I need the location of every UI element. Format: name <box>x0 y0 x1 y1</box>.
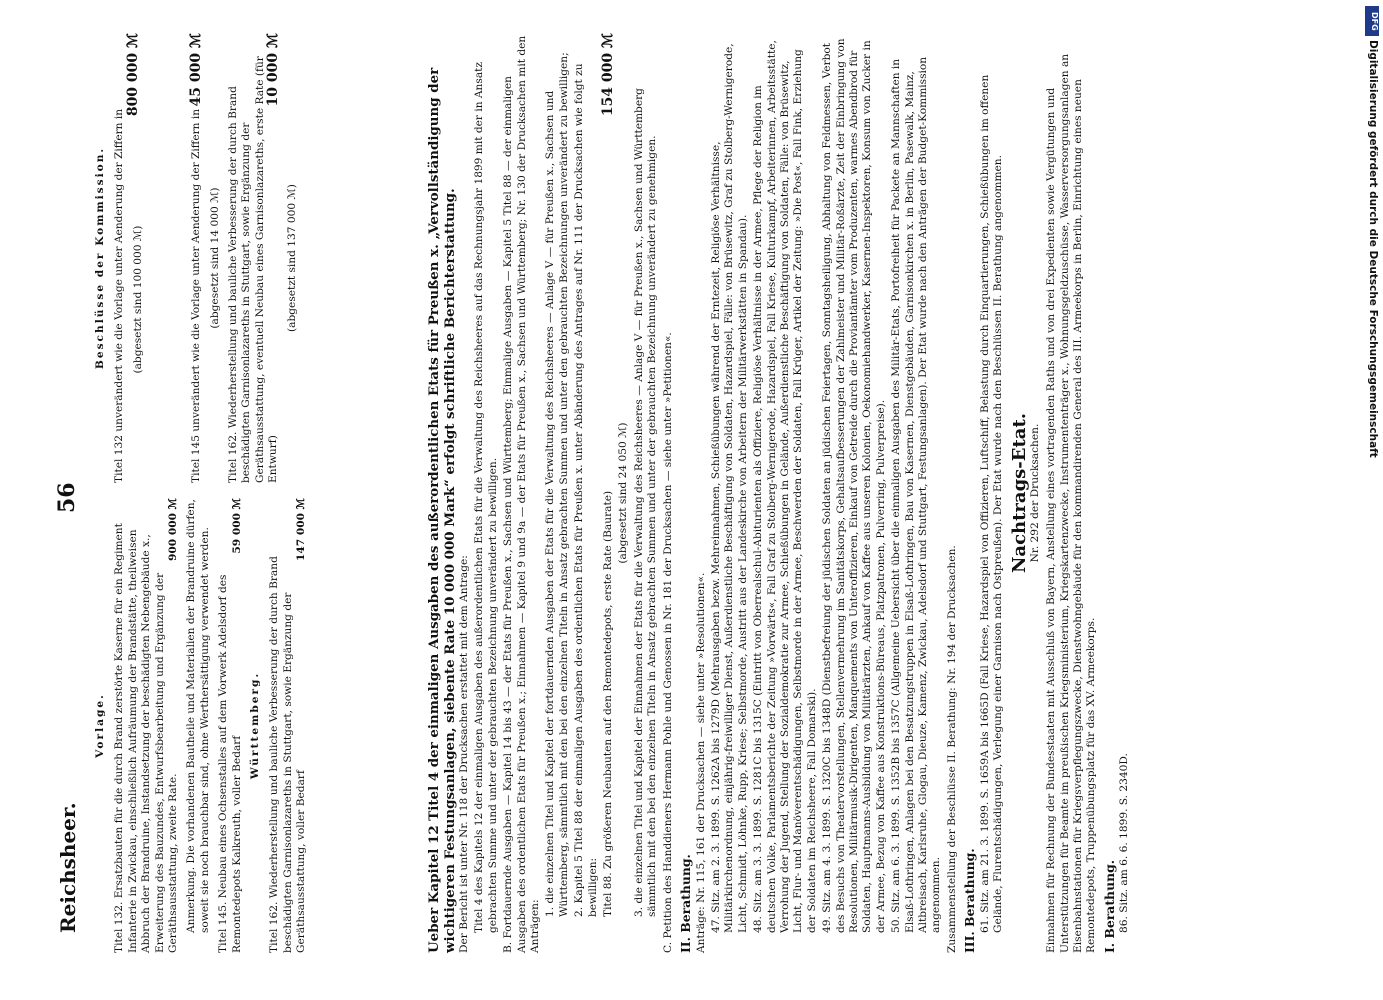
beratung-ii-sitzung-47: 47. Sitz. am 2. 3. 1899. S. 1262A bis 1279D (Mehrausgaben bezw. Mehreinnahmen, Schießübungen während der Erntezeit, Religiöse Verhältnisse, Militärkirchenordnung, einjährig-freiwilliger Dienst, Außerdienstliche Beschäftigung von Soldaten, Hazardspiel, Fälle: von Brüsewitz, Graf zu Stolberg-Wernigerode, Licht, Schmidt, Löhnke, Rupp, Kriese; Selbstmorde, Austritt aus der Landeskirche von Arbeitern der Militärwerkstätten in Spandau). <box>709 43 749 933</box>
kapitel-antrag-b2-amount: 154 000 ℳ <box>600 33 617 117</box>
kommission-titel-132-abgesetzt: (abgesetzt sind 100 000 ℳ) <box>131 225 144 374</box>
kapitel-antrag-b2-titel-text: Titel 88. Zu größeren Neubauten auf den Remontedepots, erste Rate (Baurate) <box>602 490 615 917</box>
nachtrags-etat-text: Einnahmen für Rechnung der Bundesstaaten mit Ausschluß von Bayern, Anstellung eines vortragenden Raths und von drei Expedienten sowie Vergütungen und Unterstützungen für Beamte im preußischen Kriegsministerium, Kriegskartenzwecke, Instrumententräger x., Wohnungsgeldzuschüsse, Wasserversorgungsanlagen an Eisenbahnstationen für Kriegsverpflegungszwecke, Dienstwohngebäude für den kommandirenden General des III. Armeekorps in Berlin, Einrichtung eines neuen Remontedepots, Truppenübungsplatz für das XV. Armeekorps. <box>1045 53 1098 953</box>
vorlage-titel-162-amount: 147 000 ℳ <box>295 498 308 561</box>
vorlage-titel-145-amount: 59 000 ℳ <box>230 498 243 554</box>
beratung-ii-heading: II. Berathung. <box>678 854 694 953</box>
vorlage-titel-145 <box>217 498 244 953</box>
running-header <box>50 33 84 953</box>
beratung-ii-sitzung-50: 50. Sitz. am 6. 3. 1899. S. 1352B bis 1357C (Allgemeine Uebersicht über die einmaligen Ausgaben des Militär-Etats, Portofreiheit für Packete an Mannschaften in Elsaß-Lothringen, Anlagen bei den Besatzungstruppen in Elsaß-Lothringen, Bau von Kasernen, Dienstgebäuden, Garnisonkirchen x. in Berlin, Pasewalk, Mainz, Altbreisach, Karlsruhe, Glogau, Dieuze, Kamenz, Zwickau, Adelsdorf und Stuttgart, Festungsanlagen). Der Etat wurde nach den Anträgen der Budget-Kommission angenommen. <box>890 56 943 933</box>
kommission-heading: Beschlüsse der Kommission. <box>94 146 106 370</box>
vorlage-heading: Vorlage. <box>94 693 106 758</box>
kapitel-antrag-a: Titel 4 des Kapitels 12 der einmaligen Ausgaben des außerordentlichen Etats für die Verwaltung des Reichsheeres auf das Rechnungsjahr 1899 mit der in Ansatz gebrachten Summe und unter der gebrauchten Bezeichnung unverändert zu bewilligen. <box>473 62 499 933</box>
nachtrags-etat-title: Nachtrags-Etat. <box>1009 412 1031 574</box>
beratung-ii-sitzung-49: 49. Sitz. am 4. 3. 1899. S. 1320C bis 1348D (Dienstbefreiung der jüdischen Soldaten an jüdischen Feiertagen, Sonntagsheiligung, Abhaltung von Feldmessen, Verbot des Besuchs von Theatervorstellungen, Stellenvermehrung im Sanitätskorps, Gehaltsaufbesserungen der Zahlmeister und Militär-Roßärzte, Zeit der Einbringung von Resolutionen, Militärmusik-Dirigenten, Manquements von Unteroffizieren, Einkauf von Getreide durch die Proviantämter vom Produzenten, warmes Abendbrod für Soldaten, Hauptmanns-Ausbildung von Militärärzten, Ankauf von Kaffee aus unseren Kolonien, Oekonomiehandwerker, Kasernen-Inspektoren, Konsum von Zucker in der Armee, Bezug von Kaffee aus Konstruktions-Büreaus, Platzpatronen, Pulverring, Pulverpreise). <box>821 38 887 933</box>
kommission-titel-162-abgesetzt: (abgesetzt sind 137 000 ℳ) <box>285 184 298 332</box>
kommission-titel-162-text: Titel 162. Wiederherstellung und bauliche Verbesserung der durch Brand beschädigten Garnisonlazareths in Stuttgart, sowie Ergänzung der Geräthsausstattung, eventuell Neubau eines Garnisonlazareths, erste Rate (für Entwurf) <box>227 56 280 483</box>
vorlage-titel-162-text: Titel 162. Wiederherstellung und bauliche Verbesserung der durch Brand beschädigten Garnisonlazareths in Stuttgart, sowie Ergänzung der Geräthsausstattung, voller Bedarf <box>268 556 308 953</box>
kommission-titel-132-amount: 800 000 ℳ <box>124 33 141 117</box>
kommission-titel-162 <box>227 33 281 483</box>
dfg-logo-badge: DFG <box>1365 6 1379 36</box>
kapitel-antrag-b2-titel <box>602 33 615 953</box>
kapitel-antrag-b1: 1. die einzelnen Titel und Kapitel der fortdauernden Ausgaben der Etats für die Verwaltung des Reichsheeres — Anlage V — für Preußen x., Sachsen und Württemberg, sämmtlich mit den bei den einzelnen Titeln in Ansatz gebrachten Summen und unter den gebrauchten Bezeichnungen unverändert zu bewilligen; <box>544 52 570 917</box>
kommission-titel-145-abgesetzt: (abgesetzt sind 14 000 ℳ) <box>208 187 221 329</box>
kapitel-12-heading-text: Ueber Kapitel 12 Titel 4 der einmaligen Ausgaben des außerordentlichen Etats für Preußen x. „Vervollständigung der wichtigeren Festungsanlagen, siebente Rate <box>426 67 458 953</box>
kommission-column <box>92 33 304 483</box>
beratung-i-heading: I. Berathung. <box>1101 859 1117 953</box>
vorlage-titel-132 <box>113 498 180 953</box>
vorlage-column <box>92 498 314 953</box>
main-body <box>426 33 1134 953</box>
kapitel-petition-c: C. Petition des Handdieners Hermann Pohle und Genossen in Nr. 181 der Drucksachen — siehe unter »Petitionen«. <box>661 332 674 953</box>
beratung-ii-sitzung-48: 48. Sitz. am 3. 3. 1899. S. 1281C bis 1315C (Eintritt von Oberrealschul-Abiturienten als Offiziere, Religiöse Verhältnisse in der Armee, Pflege der Religion im deutschen Volke, Parlamentsberichte der Zeitung »Vorwärts«, Fall Graf zu Stolberg-Wernigerode, Hazardspiel, Fall Kriese, Kulturkampf, Arbeiterinnen, Arbeitsstätte, Verrohung der Jugend, Stellung der Sozialdemokratie zur Armee, Schießübungen in Gelände, Außerdienstliche Beschäftigung von Soldaten, Fälle: von Brüsewitz, Licht, Flur- und Manöverentschädigungen, Selbstmorde in der Armee, Beschwerden der Soldaten, Fall Krüger, Artikel der Zeitung: »Die Post«, Fall Fink, Erziehung der Soldaten im Reichsheere, Fall Domarski). <box>752 40 818 933</box>
kommission-titel-132-text: Titel 132 unverändert wie die Vorlage unter Aenderung der Ziffern in <box>113 108 126 483</box>
kommission-titel-162-amount: 10 000 ℳ <box>265 33 282 107</box>
running-head-title: Reichsheer. <box>56 802 80 933</box>
vorlage-titel-132-amount: 900 000 ℳ <box>167 498 180 561</box>
kapitel-12-heading <box>426 33 458 953</box>
beratung-i-sitzung-86: 86. Sitz. am 6. 6. 1899. S. 2340D. <box>1118 753 1131 933</box>
kapitel-antrag-b2: 2. Kapitel 5 Titel 88 der einmaligen Ausgaben des ordentlichen Etats für Preußen x. unter Abänderung des Antrages auf Nr. 111 der Drucksachen wie folgt zu bewilligen: <box>573 63 599 917</box>
page-number: 56 <box>54 482 80 513</box>
dfg-side-strip <box>1365 6 1381 996</box>
nachtrags-etat-drucksache: Nr. 292 der Drucksachen. <box>1028 423 1041 563</box>
wuerttemberg-heading: Württemberg. <box>249 671 262 780</box>
kommission-titel-145-amount: 45 000 ℳ <box>188 33 205 107</box>
kapitel-antrag-b2-abgesetzt: (abgesetzt sind 24 050 ℳ) <box>617 422 630 564</box>
beratung-ii-antraege: Anträge: Nr. 115, 161 der Drucksachen — siehe unter »Resolutionen«. <box>694 572 707 953</box>
beratung-iii-heading: III. Berathung. <box>962 848 978 953</box>
kapitel-antrag-b: B. Fortdauernde Ausgaben — Kapitel 14 bis 43 — der Etats für Preußen x., Sachsen und Württemberg; Einmalige Ausgaben — Kapitel 5 Titel 88 — der einmaligen Ausgaben des ordentlichen Etats für Preußen x.; Einnahmen — Kapitel 9 und 9a — der Etats für Preußen x., Sachsen und Württemberg; Nr. 130 der Drucksachen mit den Anträgen: <box>502 35 542 953</box>
vorlage-anmerkung: Anmerkung. Die vorhandenen Bautheile und Materialien der Brandruine dürfen, soweit sie noch brauchbar sind, ohne Werthersättigung verwendet werden. <box>185 499 211 933</box>
kapitel-antrag-b3: 3. die einzelnen Titel und Kapitel der Einnahmen der Etats für die Verwaltung des Reichsheeres — Anlage V — für Preußen x., Sachsen und Württemberg sämmtlich mit den bei den einzelnen Titeln in Ansatz gebrachten Summen und unter der gebrauchten Bezeichnung unverändert zu genehmigen. <box>632 88 659 917</box>
dfg-funding-notice: Digitalisierung gefördert durch die Deutsche Forschungsgemeinschaft <box>1367 40 1379 458</box>
kapitel-12-heading-amount: 10 000 000 Mark“ erfolgt schriftliche Berichterstattung. <box>442 188 458 616</box>
rotated-page-content <box>50 33 1325 953</box>
kapitel-bericht: Der Bericht ist unter Nr. 118 der Drucksachen erstattet mit dem Antrage: <box>458 555 470 953</box>
beratung-ii-zusammenstellung: Zusammenstellung der Beschlüsse II. Berathung: Nr. 194 der Drucksachen. <box>945 545 958 953</box>
kommission-titel-145-text: Titel 145 unverändert wie die Vorlage unter Aenderung der Ziffern in <box>190 108 203 483</box>
vorlage-titel-145-text: Titel 145. Neubau eines Ochsenstalles auf dem Vorwerk Adelsdorf des Remontedepots Kalkreuth, voller Bedarf <box>217 574 243 953</box>
kommission-titel-145 <box>190 33 203 483</box>
beratung-iii-sitzung-61: 61. Sitz. am 21. 3. 1899. S. 1659A bis 1665D (Fall Kriese, Hazardspiel von Offizieren, Luftschiff, Belastung durch Einquartierungen, Schießübungen im offenen Gelände, Flurentschädigungen, Verlegung einer Garnison nach Ostpreußen). Der Etat wurde nach den Beschlüssen II. Berathung angenommen. <box>978 74 1005 933</box>
vorlage-titel-132-text: Titel 132. Ersatzbauten für die durch Brand zerstörte Kaserne für ein Regiment Infanterie in Zwickau, einschließlich Aufräumung der Brandstätte, theilweisen Abbruch der Brandruine, Instandsetzung der beschädigten Nebengebäude x., Erweiterung des Bauzundes, Entwurfsbearbeitung und Ergänzung der Geräthsausstattung, zweite Rate. <box>113 523 180 953</box>
vorlage-titel-162 <box>268 498 308 953</box>
